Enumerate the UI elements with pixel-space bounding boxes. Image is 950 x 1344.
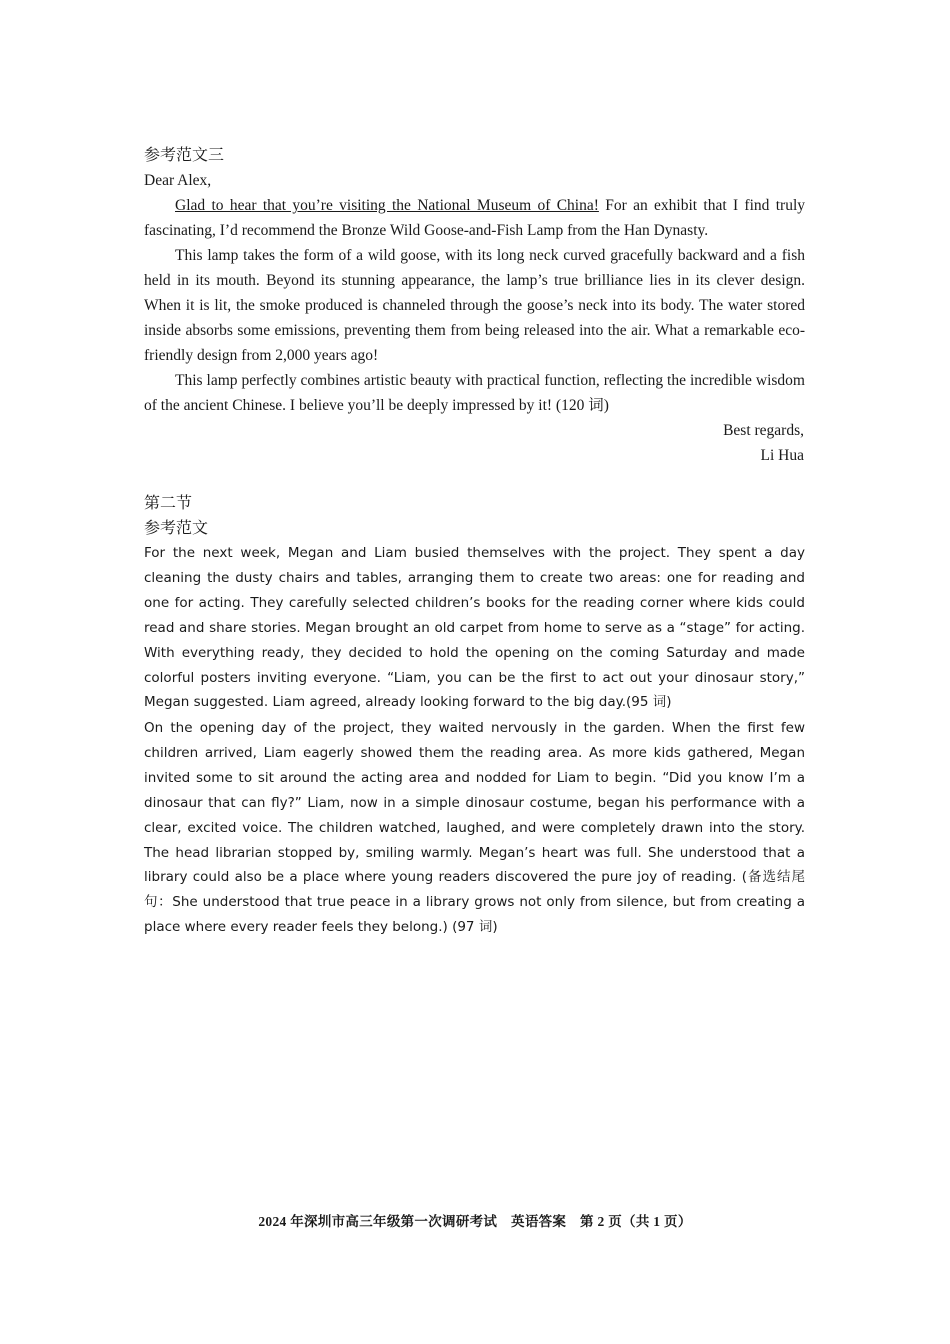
letter-paragraph-3: This lamp perfectly combines artistic beauty with practical function, reflecting the incredible wisdom of the ancient Chinese. I believe you’ll be deeply impressed by it! (120 词): [144, 372, 805, 414]
letter-closing: Best regards,: [723, 422, 804, 439]
letter-signature: Li Hua: [760, 447, 804, 464]
model-essay-3-heading: 参考范文三: [144, 147, 225, 164]
section-2-heading: 第二节: [144, 495, 193, 512]
letter-opening-sentence: Glad to hear that you’re visiting the National Museum of China!: [175, 197, 599, 214]
letter-paragraph-1: [144, 193, 805, 243]
section-2-subheading: 参考范文: [144, 520, 209, 537]
continuation-paragraph-1: For the next week, Megan and Liam busied themselves with the project. They spent a day cleaning the dusty chairs and tables, arranging them to create two areas: one for reading and one for acting. They carefully selected children’s books for the reading corner where kids could read and share stories. Megan brought an old carpet from home to serve as a “stage” for acting. With everything ready, they decided to hold the opening on the coming Saturday and made colorful posters inviting everyone. “Liam, you can be the first to act out your dinosaur story,” Megan suggested. Liam agreed, already looking forward to the big day.(95 词): [144, 545, 805, 711]
letter-paragraph-2: This lamp takes the form of a wild goose, with its long neck curved gracefully backward and a fish held in its mouth. Beyond its stunning appearance, the lamp’s true brilliance lies in its clever design. When it is lit, the smoke produced is channeled through the goose’s neck into its body. The water stored inside absorbs some emissions, preventing them from being released into the air. What a remarkable eco-friendly design from 2,000 years ago!: [144, 247, 805, 364]
continuation-paragraph-2: On the opening day of the project, they waited nervously in the garden. When the first few children arrived, Liam eagerly showed them the reading area. As more kids gathered, Megan invited some to sit around the acting area and nodded for Liam to begin. “Did you know I’m a dinosaur that can fly?” Liam, now in a simple dinosaur costume, began his performance with a clear, excited voice. The children watched, laughed, and were completely drawn into the story. The head librarian stopped by, smiling warmly. Megan’s heart was full. She understood that a library could also be a place where young readers discovered the pure joy of reading. (备选结尾句：She understood that true peace in a library grows not only from silence, but from creating a place where every reader feels they belong.) (97 词): [144, 720, 805, 936]
letter-paragraph-1-rest: For an exhibit that I find truly fascinating, I’d recommend the Bronze Wild Goose-and-Fish Lamp from the Han Dynasty.: [144, 197, 805, 239]
letter-greeting: Dear Alex,: [144, 172, 212, 189]
page-footer: 2024 年深圳市高三年级第一次调研考试 英语答案 第 2 页（共 1 页）: [258, 1214, 692, 1229]
